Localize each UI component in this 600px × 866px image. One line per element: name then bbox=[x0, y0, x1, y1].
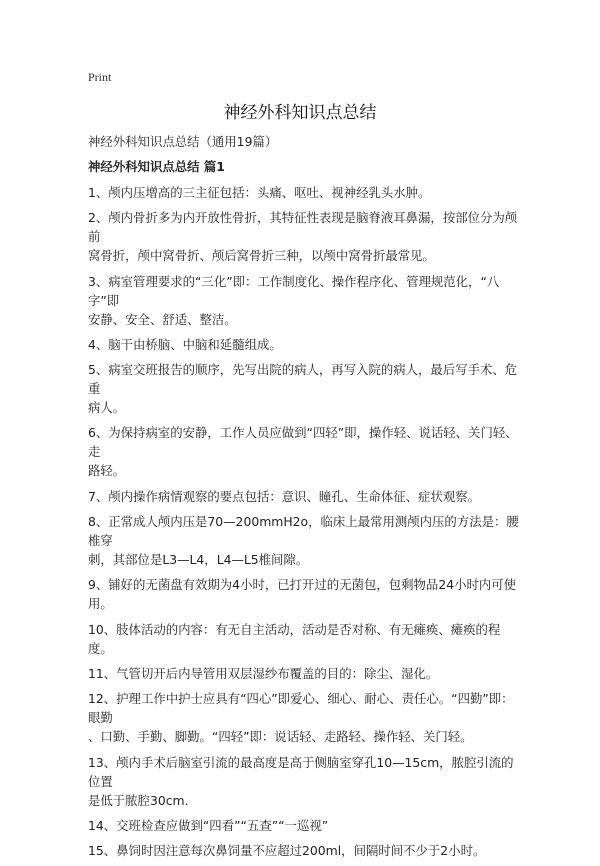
list-item: 13、颅内手术后脑室引流的最高度是高于侧脑室穿孔10—15cm，脓腔引流的位置 是低于脓腔30cm. bbox=[88, 754, 514, 808]
document-subtitle: 神经外科知识点总结（通用19篇） bbox=[88, 134, 278, 149]
list-item: 6、为保持病室的安静，工作人员应做到“四轻”即，操作轻、说话轻、关门轻、走 路轻。 bbox=[88, 425, 518, 479]
list-item: 3、病室管理要求的“三化”即：工作制度化、操作程序化、管理规范化，“八字”即 安静、安全、舒适、整洁。 bbox=[88, 273, 500, 327]
list-item: 2、颅内骨折多为内开放性骨折，其特征性表现是脑脊液耳鼻漏，按部位分为颅前 窝骨折，颅中窝骨折、颅后窝骨折三种，以颅中窝骨折最常见。 bbox=[88, 210, 518, 264]
section-heading: 神经外科知识点总结 篇1 bbox=[88, 159, 225, 174]
list-item: 5、病室交班报告的顺序，先写出院的病人，再写入院的病人，最后写手术、危重 病人。 bbox=[88, 362, 518, 416]
list-item: 15、鼻饲时因注意每次鼻饲量不应超过200ml，间隔时间不少于2小时。 bbox=[88, 843, 486, 859]
list-item: 10、肢体活动的内容：有无自主活动，活动是否对称、有无瘫痪、瘫痪的程度。 bbox=[88, 621, 501, 656]
document-body bbox=[88, 132, 520, 866]
list-item: 4、脑干由桥脑、中脑和延髓组成。 bbox=[88, 336, 282, 352]
list-item: 12、护理工作中护士应具有“四心”即爱心、细心、耐心、责任心。“四勤”即：眼勤 、口勤、手勤、脚勤。“四轻”即：说话轻、走路轻、操作轻、关门轻。 bbox=[88, 691, 514, 745]
list-item: 9、铺好的无菌盘有效期为4小时，已打开过的无菌包，包剩物品24小时内可使用。 bbox=[88, 577, 517, 612]
document-title: 神经外科知识点总结 bbox=[223, 103, 377, 123]
list-item: 11、气管切开后内导管用双层湿纱布覆盖的目的：除尘、湿化。 bbox=[88, 665, 439, 681]
list-item: 14、交班检查应做到“四看”“五查”“一巡视” bbox=[88, 817, 329, 833]
list-item: 1、颅内压增高的三主征包括：头痛、呕吐、视神经乳头水肿。 bbox=[88, 185, 431, 200]
list-item: 7、颅内操作病情观察的要点包括：意识、瞳孔、生命体征、症状观察。 bbox=[88, 488, 480, 504]
list-item: 8、正常成人颅内压是70—200mmH2o，临床上最常用测颅内压的方法是：腰椎穿 刺，其部位是L3—L4，L4—L5椎间隙。 bbox=[88, 514, 519, 568]
print-link[interactable]: Print bbox=[88, 70, 112, 84]
